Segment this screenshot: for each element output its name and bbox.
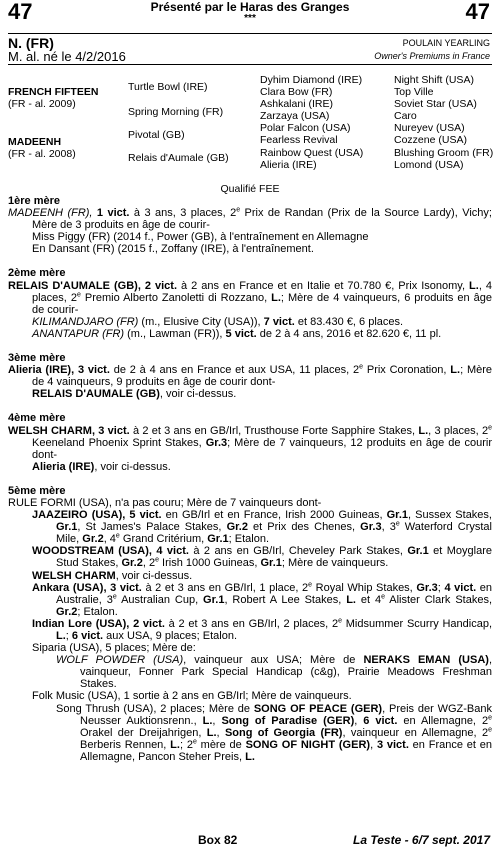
pedigree-g2: Relais d'Aumale (GB)	[128, 152, 229, 164]
fifth-dam-intro: RULE FORMI (USA), n'a pas couru; Mère de 7 vainqueurs dont-	[8, 496, 322, 509]
horse-birth: M. al. né le 4/2/2016	[8, 49, 126, 64]
pedigree-g2: Pivotal (GB)	[128, 129, 185, 141]
pedigree-g4: Blushing Groom (FR)	[394, 147, 494, 159]
horse-premium: Owner's Premiums in France	[374, 51, 490, 61]
second-dam-text: RELAIS D'AUMALE (GB), 2 vict. à 2 ans en France et en Italie et 70.780 €, Prix Isonomy, L., 4 places, 2e Premio Alberto Zanoletti di Rozzano, L.; Mère de 4 vainqueurs, 6 produits en âge de courir-	[8, 279, 493, 316]
produce-item: Song Thrush (USA), 2 places; Mère de SONG OF PEACE (GER), Preis der WGZ-Bank Neusser Auktionsrenn., L., Song of Paradise (GER), 6 vict. en Allemagne, 2e Orakel der Dreijahrigen, L., Song of Georgia (FR), vainqueur en Allemagne, 2e Berberis Rennen, L.; 2e mère de SONG OF NIGHT (GER), 3 vict. en France et en Allemagne, Pancon Steher Preis, L.	[56, 702, 493, 763]
footer-box: Box 82	[198, 833, 238, 847]
fourth-dam-title: 4ème mère	[8, 412, 66, 425]
pedigree-g3: Zarzaya (USA)	[260, 110, 330, 122]
pedigree-g3: Polar Falcon (USA)	[260, 122, 351, 134]
family-notes	[8, 195, 492, 763]
pedigree-g4: Top Ville	[394, 86, 434, 98]
pedigree-g3: Dyhim Diamond (IRE)	[260, 74, 363, 86]
third-dam-text: Alieria (IRE), 3 vict. de 2 à 4 ans en France et aux USA, 11 places, 2e Prix Coronation, L.; Mère de 4 vainqueurs, 9 produits en âge de courir dont-	[8, 363, 493, 389]
dam-name: MADEENH	[8, 136, 62, 148]
top-divider	[8, 33, 492, 34]
pedigree-g2: Spring Morning (FR)	[128, 106, 224, 118]
pedigree-divider	[8, 64, 492, 65]
first-dam-title: 1ère mère	[8, 195, 60, 207]
pedigree-g4: Night Shift (USA)	[394, 74, 474, 86]
produce-item: KILIMANDJARO (FR) (m., Elusive City (USA)), 7 vict. et 83.430 €, 6 places.	[32, 315, 404, 328]
produce-item: JAAZEIRO (USA), 5 vict. en GB/Irl et en France, Irish 2000 Guineas, Gr.1, Sussex Stakes, Gr.1, St James's Palace Stakes, Gr.2 et Prix des Chenes, Gr.3, 3e Waterford Crystal Mile, Gr.2, 4e Grand Critérium, Gr.1; Etalon.	[32, 509, 492, 546]
pedigree-g4: Lomond (USA)	[394, 159, 464, 171]
produce-item: Indian Lore (USA), 2 vict. à 2 et 3 ans en GB/Irl, 2 places, 2e Midsummer Scurry Handicap, L.; 6 vict. aux USA, 9 places; Etalon.	[32, 617, 493, 642]
lot-number-left: 47	[8, 0, 33, 24]
lot-number-right: 47	[465, 0, 490, 24]
produce-item: WOLF POWDER (USA), vainqueur aux USA; Mère de NERAKS EMAN (USA), vainqueur, Fonner Park Special Handicap (c&g), Prairie Meadows Freshman Stakes.	[56, 654, 492, 691]
pedigree-g3: Alieria (IRE)	[260, 159, 317, 171]
horse-category: POULAIN YEARLING	[402, 38, 490, 48]
produce-item: WELSH CHARM, voir ci-dessus.	[32, 569, 193, 582]
horse-name: N. (FR)	[8, 35, 54, 51]
produce-item: ANANTAPUR (FR) (m., Lawman (FR)), 5 vict. de 2 à 4 ans, 2016 et 82.620 €, 11 pl.	[32, 327, 442, 340]
dam-info: (FR - al. 2008)	[8, 148, 76, 160]
footer-venue: La Teste - 6/7 sept. 2017	[353, 833, 490, 847]
produce-item: Ankara (USA), 3 vict. à 2 et 3 ans en GB/Irl, 1 place, 2e Royal Whip Stakes, Gr.3; 4 vict. en Australie, 3e Australian Cup, Gr.1, Robert A Lee Stakes, L. et 4e Alister Clark Stakes, Gr.2; Etalon.	[32, 580, 493, 618]
produce-item: WOODSTREAM (USA), 4 vict. à 2 ans en GB/Irl, Cheveley Park Stakes, Gr.1 et Moyglare Stud Stakes, Gr.2, 2e Irish 1000 Guineas, Gr.1; Mère de vainqueurs.	[32, 545, 493, 570]
produce-item: Miss Piggy (FR) (2014 f., Power (GB), à l'entraînement en Allemagne	[32, 231, 369, 244]
pedigree-g3: Ashkalani (IRE)	[260, 98, 333, 110]
pedigree-g4: Cozzene (USA)	[394, 134, 467, 146]
produce-item: En Dansant (FR) (2015 f., Zoffany (IRE), à l'entraînement.	[32, 243, 314, 256]
pedigree-g4: Nureyev (USA)	[394, 122, 465, 134]
sire-info: (FR - al. 2009)	[8, 98, 76, 110]
presenter-line: Présenté par le Haras des Granges	[150, 0, 350, 14]
pedigree-g3: Clara Bow (FR)	[260, 86, 333, 98]
pedigree-g3: Fearless Revival	[260, 134, 338, 146]
fifth-dam-title: 5ème mère	[8, 484, 66, 497]
third-dam-title: 3ème mère	[8, 352, 66, 365]
produce-item: RELAIS D'AUMALE (GB), voir ci-dessus.	[32, 388, 237, 401]
stars-line: ***	[244, 13, 256, 24]
first-dam-text: MADEENH (FR), 1 vict. à 3 ans, 3 places, 2e Prix de Randan (Prix de la Source Lardy), Vichy; Mère de 3 produits en âge de courir-	[8, 206, 492, 232]
qualification-note: Qualifié FEE	[220, 183, 280, 195]
sire-name: FRENCH FIFTEEN	[8, 86, 99, 98]
second-dam-title: 2ème mère	[8, 267, 66, 280]
pedigree-g3: Rainbow Quest (USA)	[260, 147, 364, 159]
produce-item: Alieria (IRE), voir ci-dessus.	[32, 460, 171, 473]
fourth-dam-text: WELSH CHARM, 3 vict. à 2 et 3 ans en GB/Irl, Trusthouse Forte Sapphire Stakes, L., 3 places, 2e Keeneland Phoenix Sprint Stakes, Gr.3; Mère de 7 vainqueurs, 12 produits en âge de courir dont-	[8, 423, 493, 461]
pedigree-g4: Caro	[394, 110, 417, 122]
produce-item: Siparia (USA), 5 places; Mère de:	[32, 642, 196, 655]
pedigree-g2: Turtle Bowl (IRE)	[128, 81, 208, 93]
produce-item: Folk Music (USA), 1 sortie à 2 ans en GB/Irl; Mère de vainqueurs.	[32, 690, 352, 703]
pedigree-g4: Soviet Star (USA)	[394, 98, 477, 110]
